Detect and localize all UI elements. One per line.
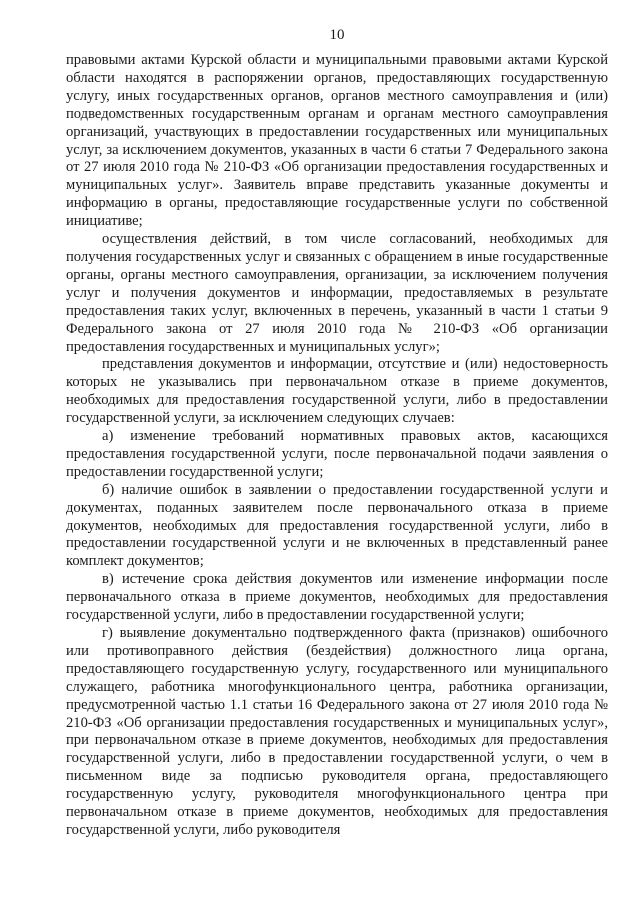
paragraph-case-d: г) выявление документально подтвержденного факта (признаков) ошибочного или противоправного действия (бездействия) должностного лица органа, предоставляющего государственную услугу, государственного или муниципального служащего, работника многофункционального центра, работника организации, предусмотренной частью 1.1 статьи 16 Федерального закона от 27 июля 2010 года № 210-ФЗ «Об организации предоставления государственных и муниципальных услуг», при первоначальном отказе в приеме документов, необходимых для предоставления государственной услуги, либо в предоставлении государственной услуги, о чем в письменном виде за подписью руководителя органа, предоставляющего государственную услугу, руководителя многофункционального центра при первоначальном отказе в приеме документов, необходимых для предоставления государственной услуги, либо руководителя: [66, 625, 608, 838]
paragraph-case-c: в) истечение срока действия документов или изменение информации после первоначального отказа в приеме документов, необходимых для предоставления государственной услуги, либо в предоставлении государственной услуги;: [66, 571, 608, 624]
paragraph-case-a: а) изменение требований нормативных правовых актов, касающихся предоставления государственной услуги, после первоначальной подачи заявления о предоставлении государственной услуги;: [66, 428, 608, 480]
paragraph-continuation: правовыми актами Курской области и муниципальными правовыми актами Курской области находятся в распоряжении органов, предоставляющих государственную услугу, иных государственных органов, органов местного самоуправления и (или) подведомственных государственным органам и органам местного самоуправления организаций, участвующих в предоставлении государственных или муниципальных услуг, за исключением документов, указанных в части 6 статьи 7 Федерального закона от 27 июля 2010 года № 210-ФЗ «Об организации предоставления государственных и муниципальных услуг». Заявитель вправе представить указанные документы и информацию в органы, предоставляющие государственные услуги по собственной инициативе;: [66, 52, 608, 230]
document-page: [66, 26, 608, 840]
page-number: 10: [329, 27, 345, 43]
paragraph-case-b: б) наличие ошибок в заявлении о предоставлении государственной услуги и документах, поданных заявителем после первоначального отказа в приеме документов, необходимых для предоставления государственной услуги, либо в предоставлении государственной услуги и не включенных в представленный ранее комплект документов;: [66, 481, 608, 570]
paragraph-documents: представления документов и информации, отсутствие и (или) недостоверность которых не указывались при первоначальном отказе в приеме документов, необходимых для предоставления государственной услуги, либо в предоставлении государственной услуги, за исключением следующих случаев:: [66, 356, 608, 427]
paragraph-actions: осуществления действий, в том числе согласований, необходимых для получения государственных услуг и связанных с обращением в иные государственные органы, органы местного самоуправления, организации, за исключением получения услуг и получения документов и информации, предоставляемых в результате предоставления таких услуг, включенных в перечень, указанный в части 1 статьи 9 Федерального закона от 27 июля 2010 года № 210-ФЗ «Об организации предоставления государственных и муниципальных услуг»;: [66, 231, 608, 355]
